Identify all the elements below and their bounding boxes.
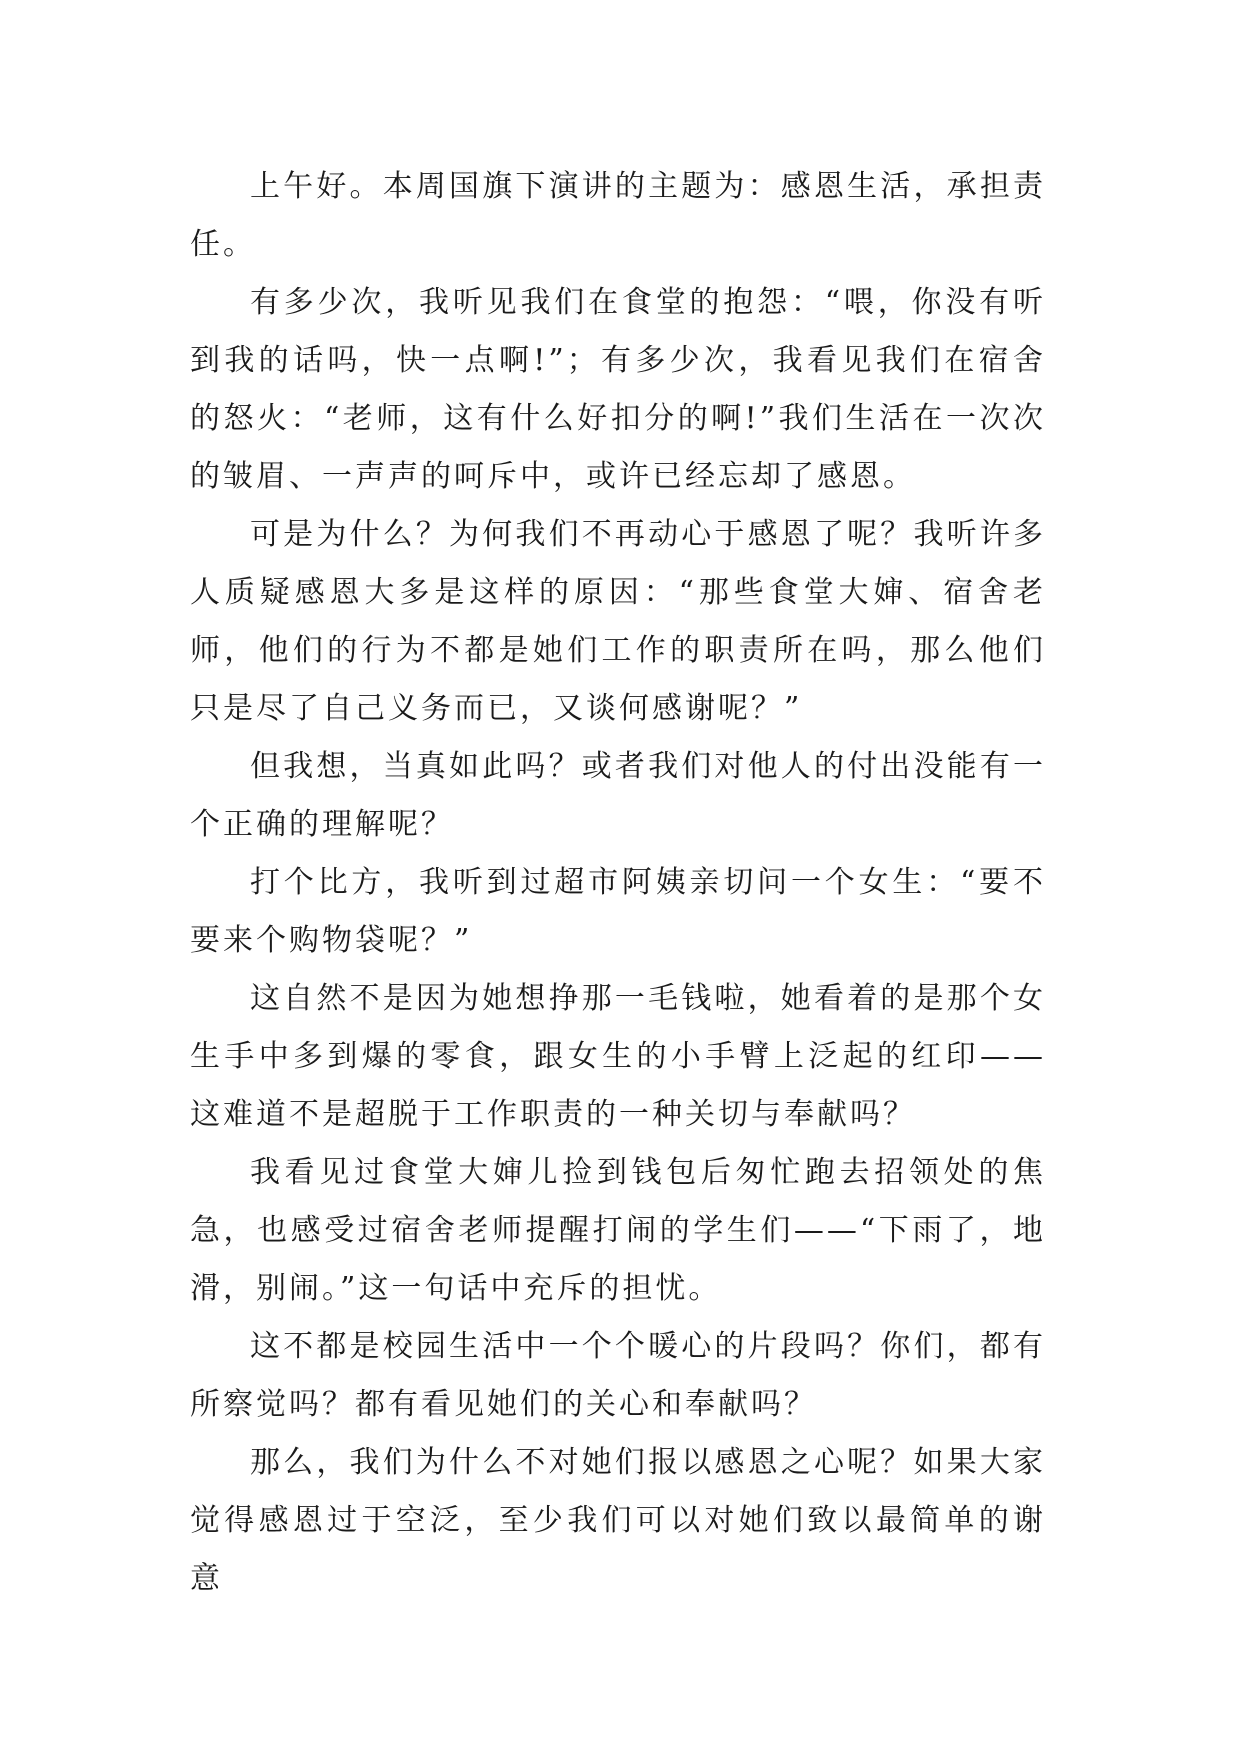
paragraph-why: 可是为什么？为何我们不再动心于感恩了呢？我听许多人质疑感恩大多是这样的原因：“那些食堂大婶、宿舍老师，他们的行为不都是她们工作的职责所在吗，那么他们只是尽了自己义务而已，又谈何感谢呢？” [190, 517, 1046, 726]
paragraph-greeting: 上午好。本周国旗下演讲的主题为：感恩生活，承担责任。 [190, 169, 1046, 262]
paragraph-example: 打个比方，我听到过超市阿姨亲切问一个女生：“要不要来个购物袋呢？” [190, 865, 1046, 958]
paragraph-question: 但我想，当真如此吗？或者我们对他人的付出没能有一个正确的理解呢？ [190, 749, 1046, 842]
paragraph-warm-moments: 这不都是校园生活中一个个暖心的片段吗？你们，都有所察觉吗？都有看见她们的关心和奉献吗？ [190, 1329, 1046, 1422]
paragraph-witness: 我看见过食堂大婶儿捡到钱包后匆忙跑去招领处的焦急，也感受过宿舍老师提醒打闹的学生们——“下雨了，地滑，别闹。”这一句话中充斥的担忧。 [190, 1155, 1046, 1306]
paragraph-care: 这自然不是因为她想挣那一毛钱啦，她看着的是那个女生手中多到爆的零食，跟女生的小手臂上泛起的红印——这难道不是超脱于工作职责的一种关切与奉献吗？ [190, 981, 1046, 1132]
paragraph-complaints: 有多少次，我听见我们在食堂的抱怨：“喂，你没有听到我的话吗，快一点啊!”；有多少次，我看见我们在宿舍的怒火：“老师，这有什么好扣分的啊!”我们生活在一次次的皱眉、一声声的呵斥中，或许已经忘却了感恩。 [190, 285, 1046, 494]
document-body [190, 158, 1046, 1608]
paragraph-gratitude: 那么，我们为什么不对她们报以感恩之心呢？如果大家觉得感恩过于空泛，至少我们可以对她们致以最简单的谢意 [190, 1445, 1046, 1596]
